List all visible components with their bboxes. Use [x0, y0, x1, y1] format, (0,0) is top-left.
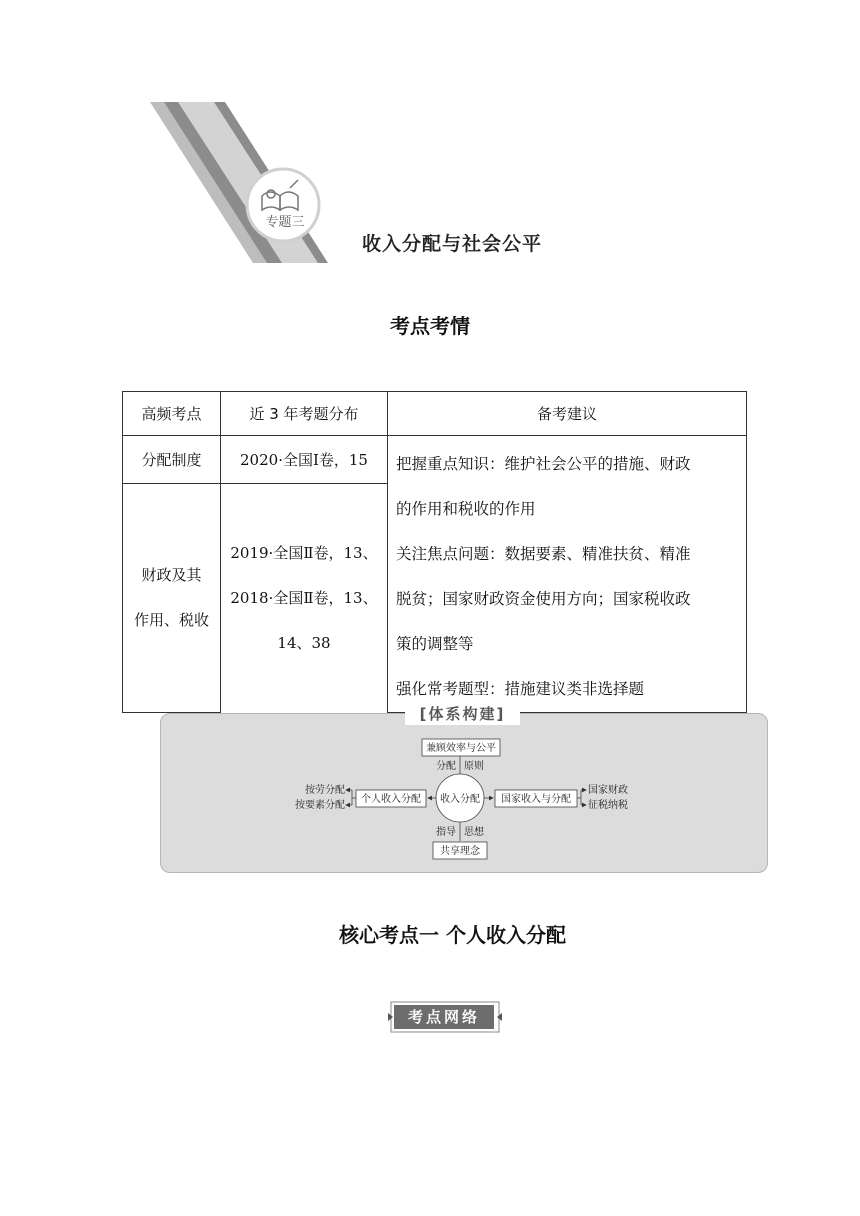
paper-line: 14、38 — [277, 633, 331, 652]
edge-label-thought: 思想 — [464, 827, 484, 838]
advice-cell — [388, 436, 747, 713]
personal-income-label: 个人收入分配 — [361, 794, 421, 805]
advice-line: 的作用和税收的作用 — [396, 500, 536, 518]
state-income-label: 国家收入与分配 — [501, 794, 571, 805]
header-advice: 备考建议 — [388, 392, 747, 436]
advice-line: 把握重点知识：维护社会公平的措施、财政 — [396, 455, 691, 473]
diagram-tag-label: 体系构建 — [428, 705, 497, 723]
advice-line: 关注焦点问题：数据要素、精准扶贫、精准 — [396, 545, 691, 563]
paper-line: 2018·全国Ⅱ卷，13、 — [230, 588, 378, 607]
table-row — [123, 436, 747, 484]
exam-analysis-table — [122, 391, 747, 713]
advice-line: 脱贫；国家财政资金使用方向；国家税收政 — [396, 590, 691, 608]
bracket-left-icon: [ — [419, 705, 429, 723]
system-diagram — [160, 713, 766, 871]
section-title: 考点考情 — [390, 314, 470, 338]
papers-cell — [221, 483, 388, 712]
paper-line: 2019·全国Ⅱ卷，13、 — [230, 543, 378, 562]
topic-cell: 分配制度 — [123, 436, 221, 484]
left-item: 按要素分配 — [295, 800, 345, 811]
right-item: 征税纳税 — [588, 800, 628, 811]
chapter-banner-graphic — [150, 100, 340, 270]
topic-line: 作用、税收 — [133, 610, 209, 629]
right-item: 国家财政 — [588, 785, 628, 796]
edge-label-principle: 原则 — [464, 761, 484, 772]
advice-line: 强化常考题型：措施建议类非选择题 — [396, 680, 645, 698]
chapter-title: 收入分配与社会公平 — [362, 233, 543, 255]
left-item: 按劳分配 — [305, 785, 345, 796]
diagram-tag — [405, 703, 520, 725]
advice-line: 策的调整等 — [396, 635, 474, 653]
sharing-box-label: 共享理念 — [440, 846, 480, 857]
header-distribution: 近 3 年考题分布 — [221, 392, 388, 436]
principle-box-label: 兼顾效率与公平 — [426, 743, 496, 754]
topic-cell — [123, 483, 221, 712]
topic-line: 财政及其 — [141, 565, 202, 584]
bracket-right-icon: ] — [496, 705, 506, 723]
network-label: 考点网络 — [394, 1005, 494, 1029]
edge-label-distribution: 分配 — [436, 761, 456, 772]
table-header-row — [123, 392, 747, 436]
center-node-label: 收入分配 — [440, 794, 480, 805]
edge-label-guide: 指导 — [436, 827, 456, 838]
topic-label: 专题三 — [265, 215, 305, 230]
papers-cell: 2020·全国Ⅰ卷，15 — [221, 436, 388, 484]
core-point-title: 核心考点一 个人收入分配 — [339, 923, 566, 947]
header-topic: 高频考点 — [123, 392, 221, 436]
